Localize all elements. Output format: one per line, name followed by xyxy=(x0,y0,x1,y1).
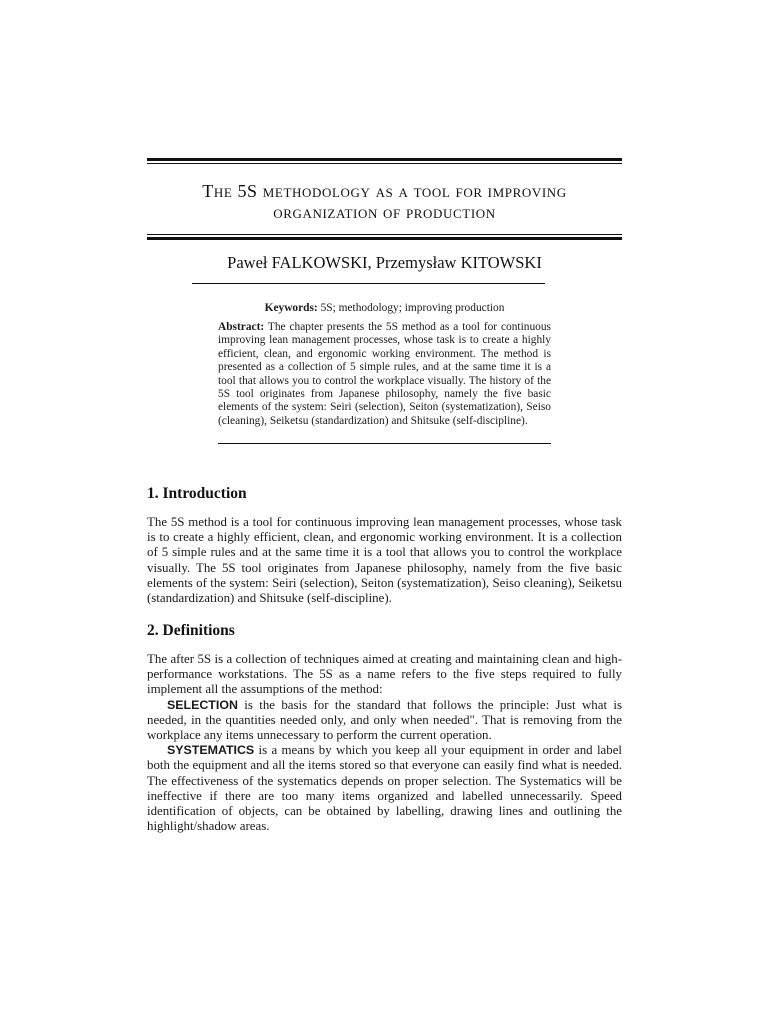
paper-title xyxy=(147,181,622,223)
keywords-label: Keywords: xyxy=(264,302,318,314)
authors-rule xyxy=(192,283,545,284)
abstract-label: Abstract: xyxy=(218,321,265,333)
term-selection: SELECTION xyxy=(167,697,238,712)
keywords-line xyxy=(218,301,551,315)
title-line-2: organization of production xyxy=(273,202,496,222)
definition-selection-text: is the basis for the standard that follows the principle: Just what is needed, in the quantities needed only, and only when needed". That is removing from the workplace any items unnecessary to perform the current operation. xyxy=(147,697,622,743)
keywords-text: 5S; methodology; improving production xyxy=(320,302,505,314)
term-systematics: SYSTEMATICS xyxy=(167,743,255,758)
title-line-1: The 5S methodology as a tool for improving xyxy=(202,181,567,201)
abstract-text: The chapter presents the 5S method as a tool for continuous improving lean management processes, whose task is to create a highly efficient, clean, and ergonomic working environment. The method is presented as a collection of 5 simple rules, and at the same time it is a tool that allows you to control the workplace visually. The history of the 5S tool originates from Japanese philosophy, namely the five basic elements of the system: Seiri (selection), Seiton (systematization), Seiso (cleaning), Seiketsu (standardization) and Shitsuke (self-discipline). xyxy=(218,321,551,427)
introduction-paragraph: The 5S method is a tool for continuous improving lean management processes, whose task is to create a highly efficient, clean, and ergonomic working environment. It is a collection of 5 simple rules and at the same time it is a tool that allows you to control the workplace visually. The 5S tool originates from Japanese philosophy, namely from the five basic elements of the system: Seiri (selection), Seiton (systematization), Seiso cleaning), Seiketsu (standardization) and Shitsuke (self-discipline). xyxy=(147,515,622,606)
authors: Paweł FALKOWSKI, Przemysław KITOWSKI xyxy=(227,253,542,272)
section-heading-introduction: 1. Introduction xyxy=(147,485,247,502)
definitions-body xyxy=(147,652,622,834)
section-heading-definitions: 2. Definitions xyxy=(147,622,235,639)
definitions-paragraph: The after 5S is a collection of techniques aimed at creating and maintaining clean and high-performance workstations. The 5S as a name refers to the five steps required to fully implement all the assumptions of the method: xyxy=(147,652,622,697)
definition-systematics-text: is a means by which you keep all your equipment in order and label both the equipment and all the items stored so that everyone can easily find what is needed. The effectiveness of the systematics depends on proper selection. The Systematics will be ineffective if there are too many items organized and labelled unnecessarily. Speed identification of objects, can be obtained by labelling, drawing lines and outlining the highlight/shadow areas. xyxy=(147,743,622,834)
introduction-body xyxy=(147,515,622,606)
definition-systematics xyxy=(147,743,622,834)
title-top-rule xyxy=(147,158,622,164)
title-bottom-rule xyxy=(147,234,622,240)
abstract-rule xyxy=(218,443,551,444)
abstract xyxy=(218,321,551,428)
definition-selection xyxy=(147,698,622,744)
